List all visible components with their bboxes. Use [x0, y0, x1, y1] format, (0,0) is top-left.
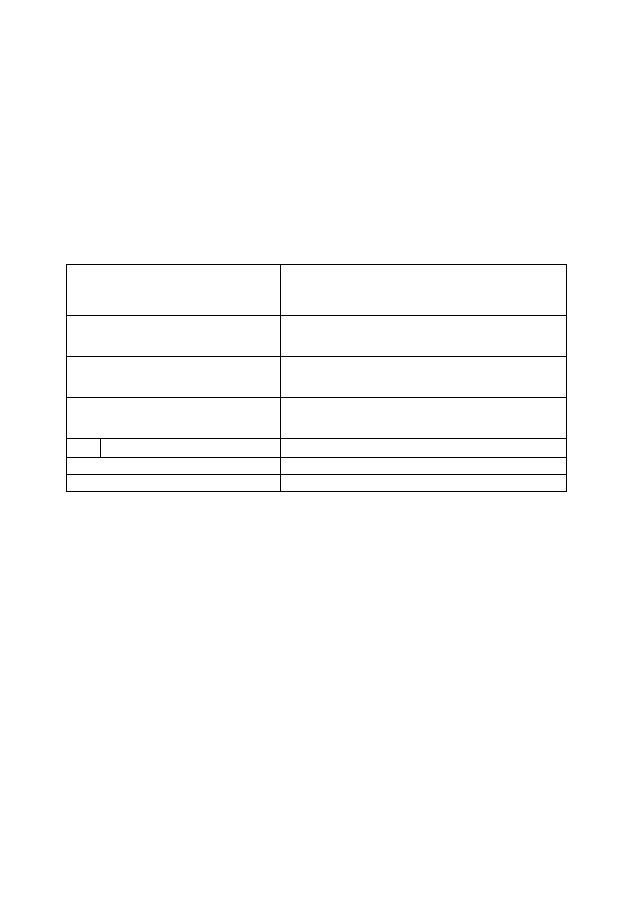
- label-exec-date: [67, 316, 281, 357]
- row-exec-date: [67, 316, 567, 357]
- value-exec-date[interactable]: [281, 316, 567, 357]
- header-payment-date: [101, 439, 281, 458]
- header-interest: [281, 439, 567, 458]
- value-amount[interactable]: [281, 357, 567, 398]
- label-basis: [67, 475, 281, 492]
- value-rate[interactable]: [281, 398, 567, 439]
- payment-header-row: [67, 439, 567, 458]
- certificate-table: [66, 264, 567, 492]
- row-rate: [67, 398, 567, 439]
- row-total: [67, 458, 567, 475]
- value-business[interactable]: [281, 265, 567, 316]
- payment-detail-side-label: [67, 439, 101, 458]
- value-total[interactable]: [281, 458, 567, 475]
- label-amount: [67, 357, 281, 398]
- row-amount: [67, 357, 567, 398]
- label-business: [67, 265, 281, 316]
- label-rate: [67, 398, 281, 439]
- label-total: [67, 458, 281, 475]
- row-basis: [67, 475, 567, 492]
- value-basis[interactable]: [281, 475, 567, 492]
- row-business: [67, 265, 567, 316]
